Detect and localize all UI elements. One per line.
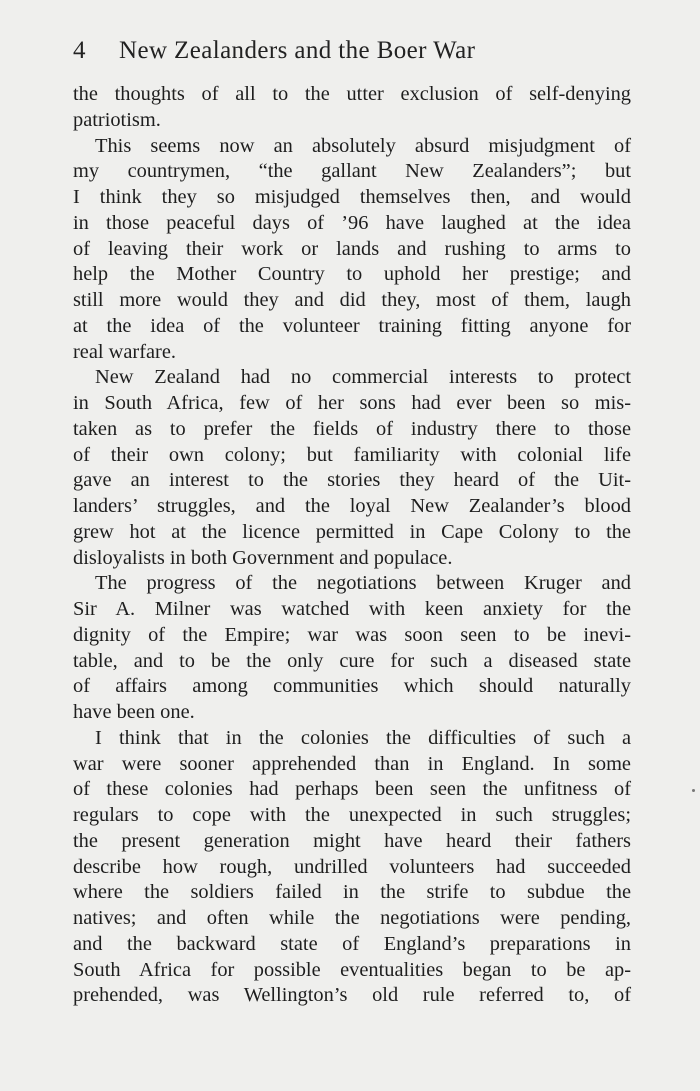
text-line: taken as to prefer the fields of industry there to those	[73, 417, 631, 440]
margin-speck	[692, 789, 695, 792]
text-line: and the backward state of England’s preparations in	[73, 932, 631, 955]
text-line: in those peaceful days of ’96 have laughed at the idea	[73, 211, 631, 234]
text-line: natives; and often while the negotiations were pending,	[73, 907, 631, 929]
text-line: war were sooner apprehended than in England. In some	[73, 752, 631, 775]
text-line: I think they so misjudged themselves then, and would	[73, 186, 631, 208]
paragraph-first-line: The progress of the negotiations between Kruger and	[95, 572, 631, 595]
text-line: at the idea of the volunteer training fitting anyone for	[73, 314, 631, 337]
text-line: of their own colony; but familiarity with colonial life	[73, 443, 631, 466]
text-line: Sir A. Milner was watched with keen anxiety for the	[73, 598, 631, 620]
text-line: patriotism.	[73, 108, 161, 131]
text-line: help the Mother Country to uphold her prestige; and	[73, 263, 631, 286]
text-line: the present generation might have heard their fathers	[73, 829, 631, 852]
text-line: in South Africa, few of her sons had ever been so mis-	[73, 392, 631, 414]
page-number: 4	[73, 37, 86, 64]
text-line: gave an interest to the stories they heard of the Uit-	[73, 469, 631, 492]
running-title: New Zealanders and the Boer War	[119, 37, 476, 64]
text-line: prehended, was Wellington’s old rule referred to, of	[73, 984, 631, 1007]
text-line: of leaving their work or lands and rushing to arms to	[73, 237, 631, 260]
text-line: table, and to be the only cure for such a diseased state	[73, 649, 631, 672]
text-line: still more would they and did they, most of them, laugh	[73, 289, 631, 311]
text-line: South Africa for possible eventualities began to be ap-	[73, 958, 631, 981]
text-line: dignity of the Empire; war was soon seen to be inevi-	[73, 623, 631, 646]
text-line: where the soldiers failed in the strife to subdue the	[73, 881, 631, 904]
text-line: landers’ struggles, and the loyal New Zealander’s blood	[73, 495, 631, 517]
text-line: have been one.	[73, 701, 195, 723]
paragraph-first-line: New Zealand had no commercial interests to protect	[95, 366, 631, 389]
text-line: grew hot at the licence permitted in Cape Colony to the	[73, 520, 631, 543]
running-header	[73, 37, 593, 71]
paragraph-first-line: I think that in the colonies the difficulties of such a	[95, 726, 631, 749]
text-line: disloyalists in both Government and populace.	[73, 546, 453, 569]
text-line: regulars to cope with the unexpected in such struggles;	[73, 804, 631, 826]
text-line: describe how rough, undrilled volunteers had succeeded	[73, 855, 631, 878]
text-line: of affairs among communities which should naturally	[73, 675, 631, 698]
paragraph-first-line: This seems now an absolutely absurd misjudgment of	[95, 134, 631, 157]
text-line: of these colonies had perhaps been seen the unfitness of	[73, 778, 631, 801]
text-line: the thoughts of all to the utter exclusion of self-denying	[73, 83, 631, 105]
text-line: my countrymen, “the gallant New Zealanders”; but	[73, 160, 631, 183]
body-text	[73, 82, 631, 1009]
text-line: real warfare.	[73, 340, 176, 363]
